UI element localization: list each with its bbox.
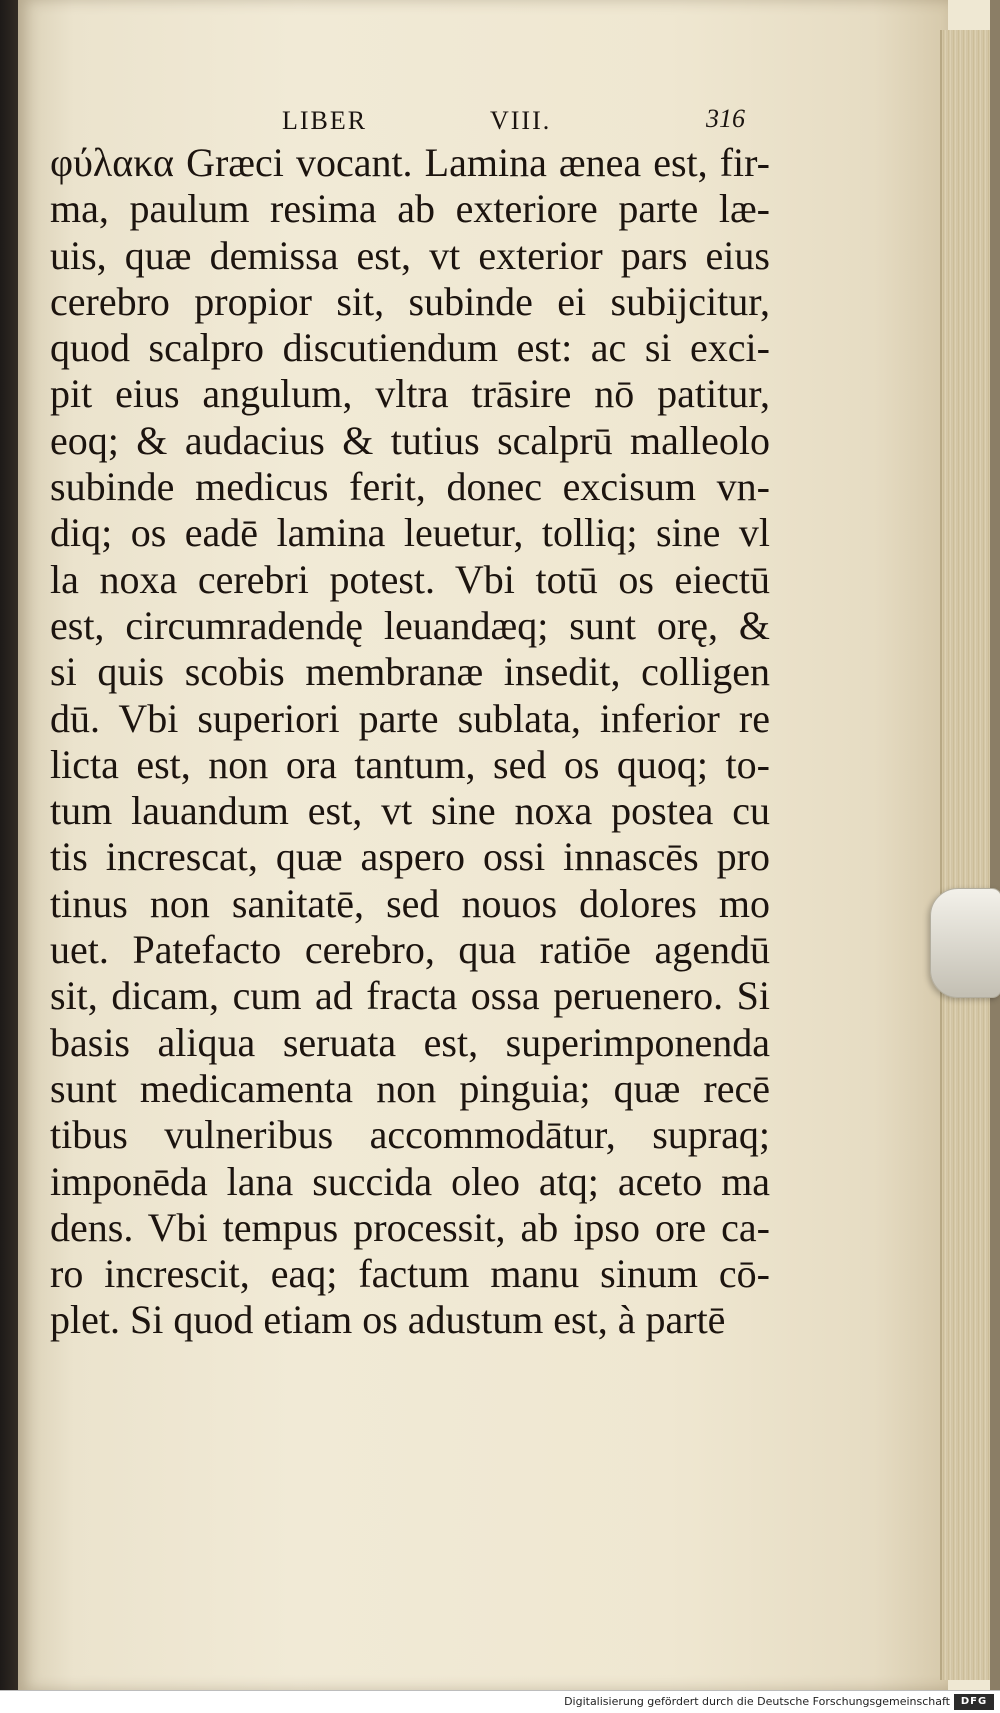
plastic-page-clip bbox=[930, 888, 1000, 998]
text-line: tis increscat, quæ aspero ossi innascēs pro bbox=[50, 834, 770, 880]
text-line: cerebro propior sit, subinde ei subijcitur, bbox=[50, 278, 770, 324]
digitization-footer bbox=[0, 1690, 1000, 1713]
text-line: ro increscit, eaq; factum manu sinum cō- bbox=[50, 1251, 770, 1297]
text-line: dens. Vbi tempus processit, ab ipso ore ca- bbox=[50, 1204, 770, 1250]
text-line: ma, paulum resima ab exteriore parte læ- bbox=[50, 186, 770, 232]
text-line: uis, quæ demissa est, vt exterior pars eius bbox=[50, 232, 770, 278]
running-head-number: VIII. bbox=[490, 106, 552, 135]
text-line: sunt medicamenta non pinguia; quæ recē bbox=[50, 1065, 770, 1111]
dfg-logo-icon: DFG bbox=[954, 1694, 994, 1710]
text-line: subinde medicus ferit, donec excisum vn- bbox=[50, 464, 770, 510]
text-line: si quis scobis membranæ insedit, colligen bbox=[50, 649, 770, 695]
funding-credit: Digitalisierung gefördert durch die Deutsche Forschungsgemeinschaft bbox=[564, 1695, 950, 1708]
text-line: basis aliqua seruata est, superimponenda bbox=[50, 1019, 770, 1065]
page-edge-shadow bbox=[990, 0, 1000, 1713]
body-text bbox=[50, 140, 770, 1344]
text-line: uet. Patefacto cerebro, qua ratiōe agendū bbox=[50, 927, 770, 973]
text-line: est, circumradendę leuandæq; sunt orę, & bbox=[50, 602, 770, 648]
text-line: sit, dicam, cum ad fracta ossa peruenero. Si bbox=[50, 973, 770, 1019]
text-line: pit eius angulum, vltra trāsire nō patitur, bbox=[50, 371, 770, 417]
page-number: 316 bbox=[706, 104, 745, 133]
text-line: dū. Vbi superiori parte sublata, inferior re bbox=[50, 695, 770, 741]
text-line: licta est, non ora tantum, sed os quoq; to- bbox=[50, 741, 770, 787]
text-line: tum lauandum est, vt sine noxa postea cu bbox=[50, 788, 770, 834]
text-line: imponēda lana succida oleo atq; aceto ma bbox=[50, 1158, 770, 1204]
text-line: eoq; & audacius & tutius scalprū malleolo bbox=[50, 417, 770, 463]
text-line: φύλακα Græci vocant. Lamina ænea est, fir- bbox=[50, 140, 770, 185]
text-line: plet. Si quod etiam os adustum est, à partē bbox=[50, 1297, 726, 1343]
running-header bbox=[0, 100, 1000, 140]
text-line: la noxa cerebri potest. Vbi totū os eiectū bbox=[50, 556, 770, 602]
text-line: quod scalpro discutiendum est: ac si exci- bbox=[50, 325, 770, 371]
text-line: tinus non sanitatē, sed nouos dolores mo bbox=[50, 880, 770, 926]
page-edge-stack bbox=[940, 30, 994, 1680]
text-line: tibus vulneribus accommodātur, supraq; bbox=[50, 1112, 770, 1158]
running-head-book: LIBER bbox=[282, 106, 368, 135]
text-line: diq; os eadē lamina leuetur, tolliq; sine vl bbox=[50, 510, 770, 556]
